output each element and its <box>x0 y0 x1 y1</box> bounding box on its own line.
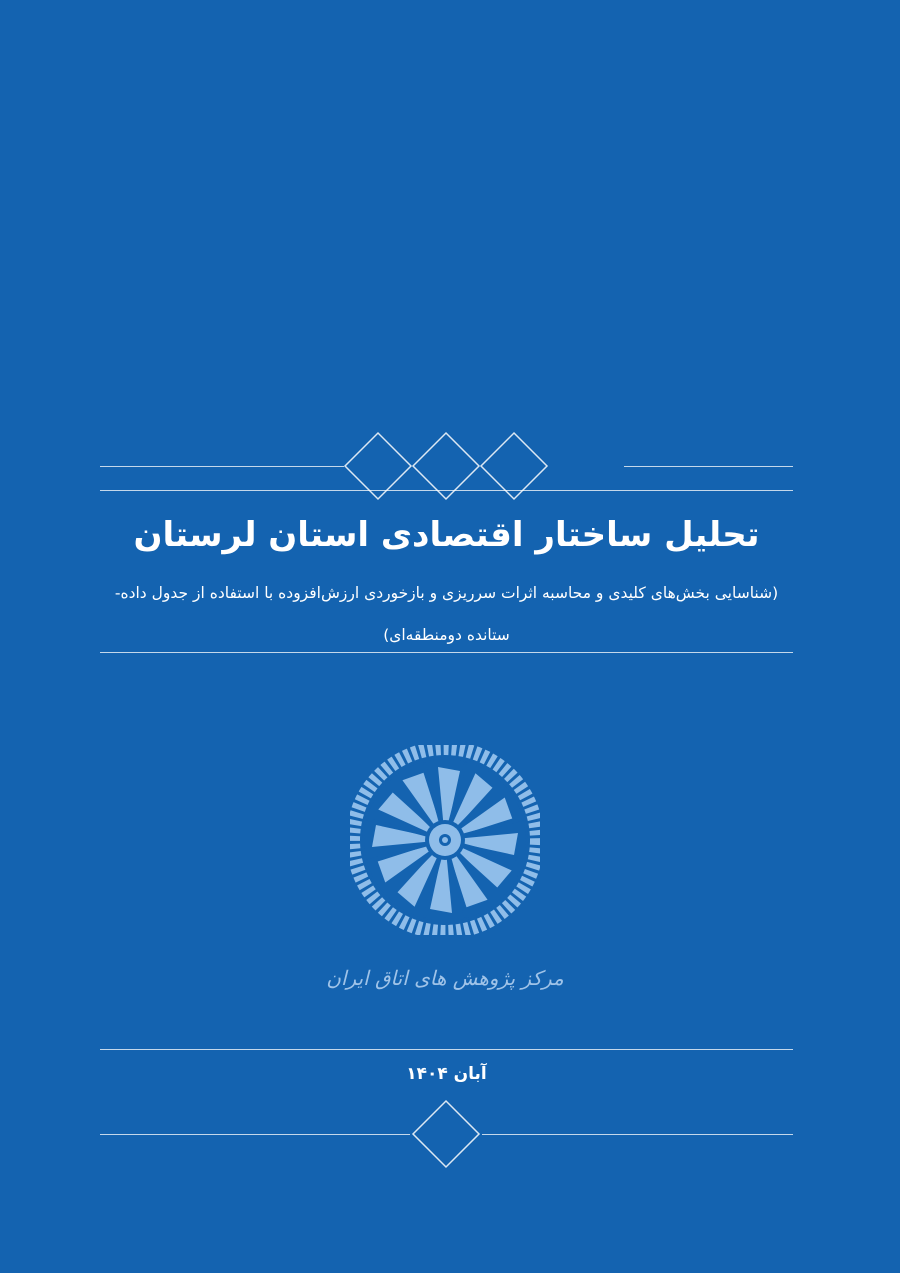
title-rule-top <box>100 490 793 491</box>
bottom-rule <box>100 1134 793 1135</box>
document-title: تحلیل ساختار اقتصادی استان لرستان <box>133 515 760 555</box>
publication-date: آبان ۱۴۰۴ <box>406 1064 487 1084</box>
title-rule-bottom <box>100 652 793 653</box>
document-subtitle: (شناسایی بخش‌های کلیدی و محاسبه اثرات سرریزی و بازخوردی ارزش‌افزوده با استفاده از جدول داده-ستانده دومنطقه‌ای) <box>114 584 779 644</box>
chamber-emblem-icon <box>350 745 540 935</box>
three-diamond-ornament <box>0 0 900 520</box>
research-center-name: مرکز پژوهش های اتاق ایران <box>326 966 564 990</box>
date-rule-top <box>100 1049 793 1050</box>
